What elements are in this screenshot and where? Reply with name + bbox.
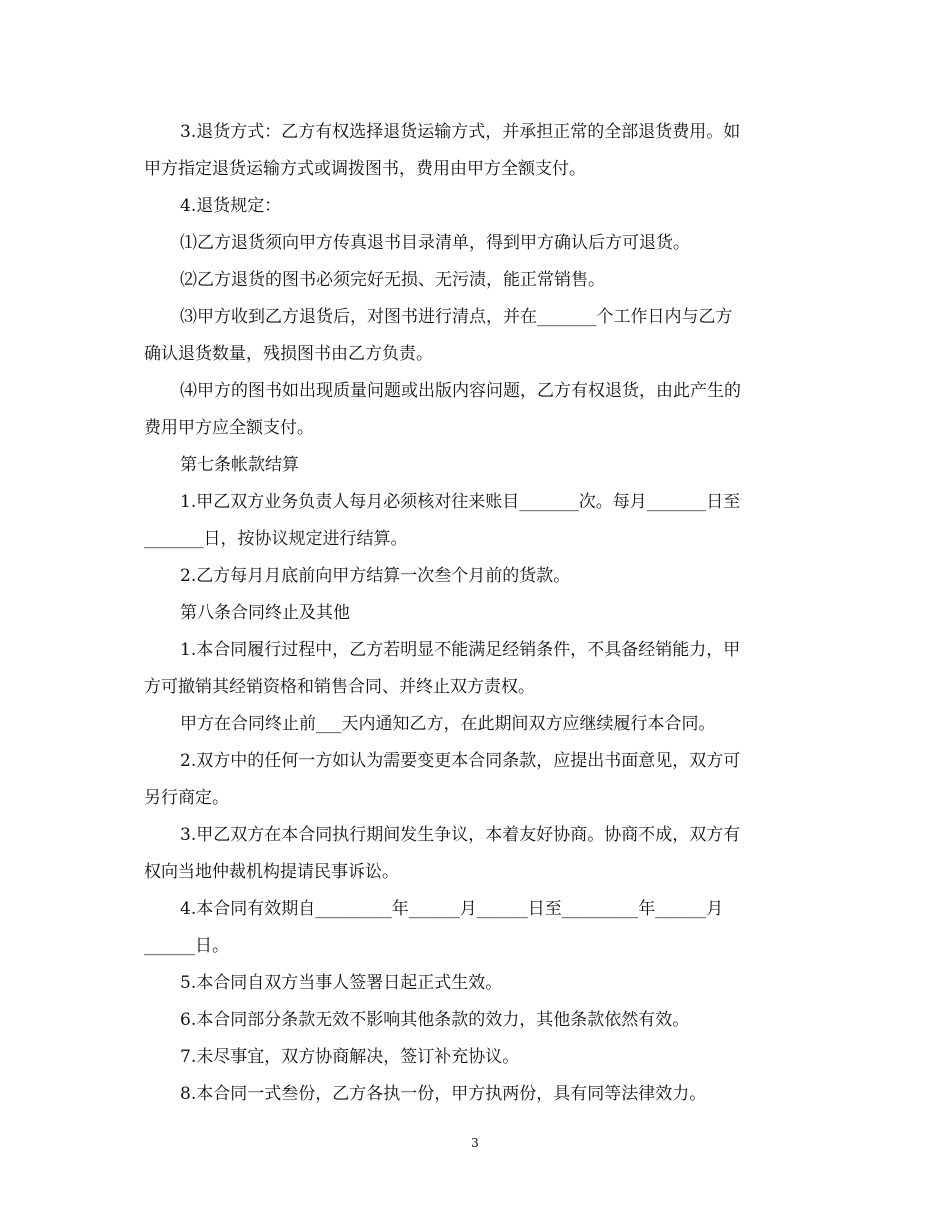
text-line: _______日，按协议规定进行结算。 bbox=[144, 529, 408, 549]
settlement-clause-1 bbox=[144, 484, 808, 558]
settlement-clause-2 bbox=[144, 558, 808, 595]
text-line: ⑷甲方的图书如出现质量问题或出版内容问题，乙方有权退货，由此产生的 bbox=[180, 381, 741, 401]
text-line: ⑴乙方退货须向甲方传真退书目录清单，得到甲方确认后方可退货。 bbox=[180, 233, 690, 253]
text-line: 方可撤销其经销资格和销售合同、并终止双方责权。 bbox=[144, 677, 535, 697]
return-rule-2 bbox=[144, 262, 808, 299]
text-line: 权向当地仲裁机构提请民事诉讼。 bbox=[144, 862, 399, 882]
text-line: 费用甲方应全额支付。 bbox=[144, 418, 314, 438]
text-line: 3.退货方式：乙方有权选择退货运输方式，并承担正常的全部退货费用。如 bbox=[180, 122, 741, 142]
text-line: 确认退货数量，残损图书由乙方负责。 bbox=[144, 344, 433, 364]
text-line: 甲方在合同终止前___天内通知乙方，在此期间双方应继续履行本合同。 bbox=[180, 714, 716, 734]
text-line: 6.本合同部分条款无效不影响其他条款的效力，其他条款依然有效。 bbox=[180, 1010, 690, 1030]
text-line: 另行商定。 bbox=[144, 788, 229, 808]
termination-clause-5 bbox=[144, 965, 808, 1002]
termination-notice bbox=[144, 706, 808, 743]
text-line: 2.双方中的任何一方如认为需要变更本合同条款，应提出书面意见，双方可 bbox=[180, 751, 741, 771]
return-rule-4 bbox=[144, 373, 808, 447]
return-rule-1 bbox=[144, 225, 808, 262]
termination-clause-4 bbox=[144, 891, 808, 965]
termination-clause-2 bbox=[144, 743, 808, 817]
clause-return-rules bbox=[144, 188, 808, 225]
page-number: 3 bbox=[471, 1136, 479, 1150]
text-line: ⑶甲方收到乙方退货后，对图书进行清点，并在_______个工作日内与乙方 bbox=[180, 307, 733, 327]
section-heading-settlement bbox=[144, 447, 808, 484]
text-line: 第八条合同终止及其他 bbox=[180, 603, 350, 623]
text-line: 5.本合同自双方当事人签署日起正式生效。 bbox=[180, 973, 503, 993]
text-line: 2.乙方每月月底前向甲方结算一次叁个月前的货款。 bbox=[180, 566, 571, 586]
text-line: 4.本合同有效期自_________年______月______日至_________年______月 bbox=[180, 899, 724, 919]
text-line: 7.未尽事宜，双方协商解决，签订补充协议。 bbox=[180, 1047, 520, 1067]
text-line: ______日。 bbox=[144, 936, 229, 956]
clause-return-method bbox=[144, 114, 808, 188]
termination-clause-7 bbox=[144, 1039, 808, 1076]
document-body bbox=[144, 114, 808, 1113]
section-heading-termination bbox=[144, 595, 808, 632]
termination-clause-3 bbox=[144, 817, 808, 891]
text-line: 1.甲乙双方业务负责人每月必须核对往来账目_______次。每月_______日至 bbox=[180, 492, 741, 512]
text-line: 1.本合同履行过程中，乙方若明显不能满足经销条件，不具备经销能力，甲 bbox=[180, 640, 741, 660]
termination-clause-8 bbox=[144, 1076, 808, 1113]
text-line: 甲方指定退货运输方式或调拨图书，费用由甲方全额支付。 bbox=[144, 159, 586, 179]
return-rule-3 bbox=[144, 299, 808, 373]
text-line: 8.本合同一式叁份，乙方各执一份，甲方执两份，具有同等法律效力。 bbox=[180, 1084, 707, 1104]
text-line: ⑵乙方退货的图书必须完好无损、无污渍，能正常销售。 bbox=[180, 270, 605, 290]
termination-clause-1 bbox=[144, 632, 808, 706]
text-line: 4.退货规定： bbox=[180, 196, 282, 216]
text-line: 第七条帐款结算 bbox=[180, 455, 299, 475]
text-line: 3.甲乙双方在本合同执行期间发生争议，本着友好协商。协商不成，双方有 bbox=[180, 825, 741, 845]
termination-clause-6 bbox=[144, 1002, 808, 1039]
